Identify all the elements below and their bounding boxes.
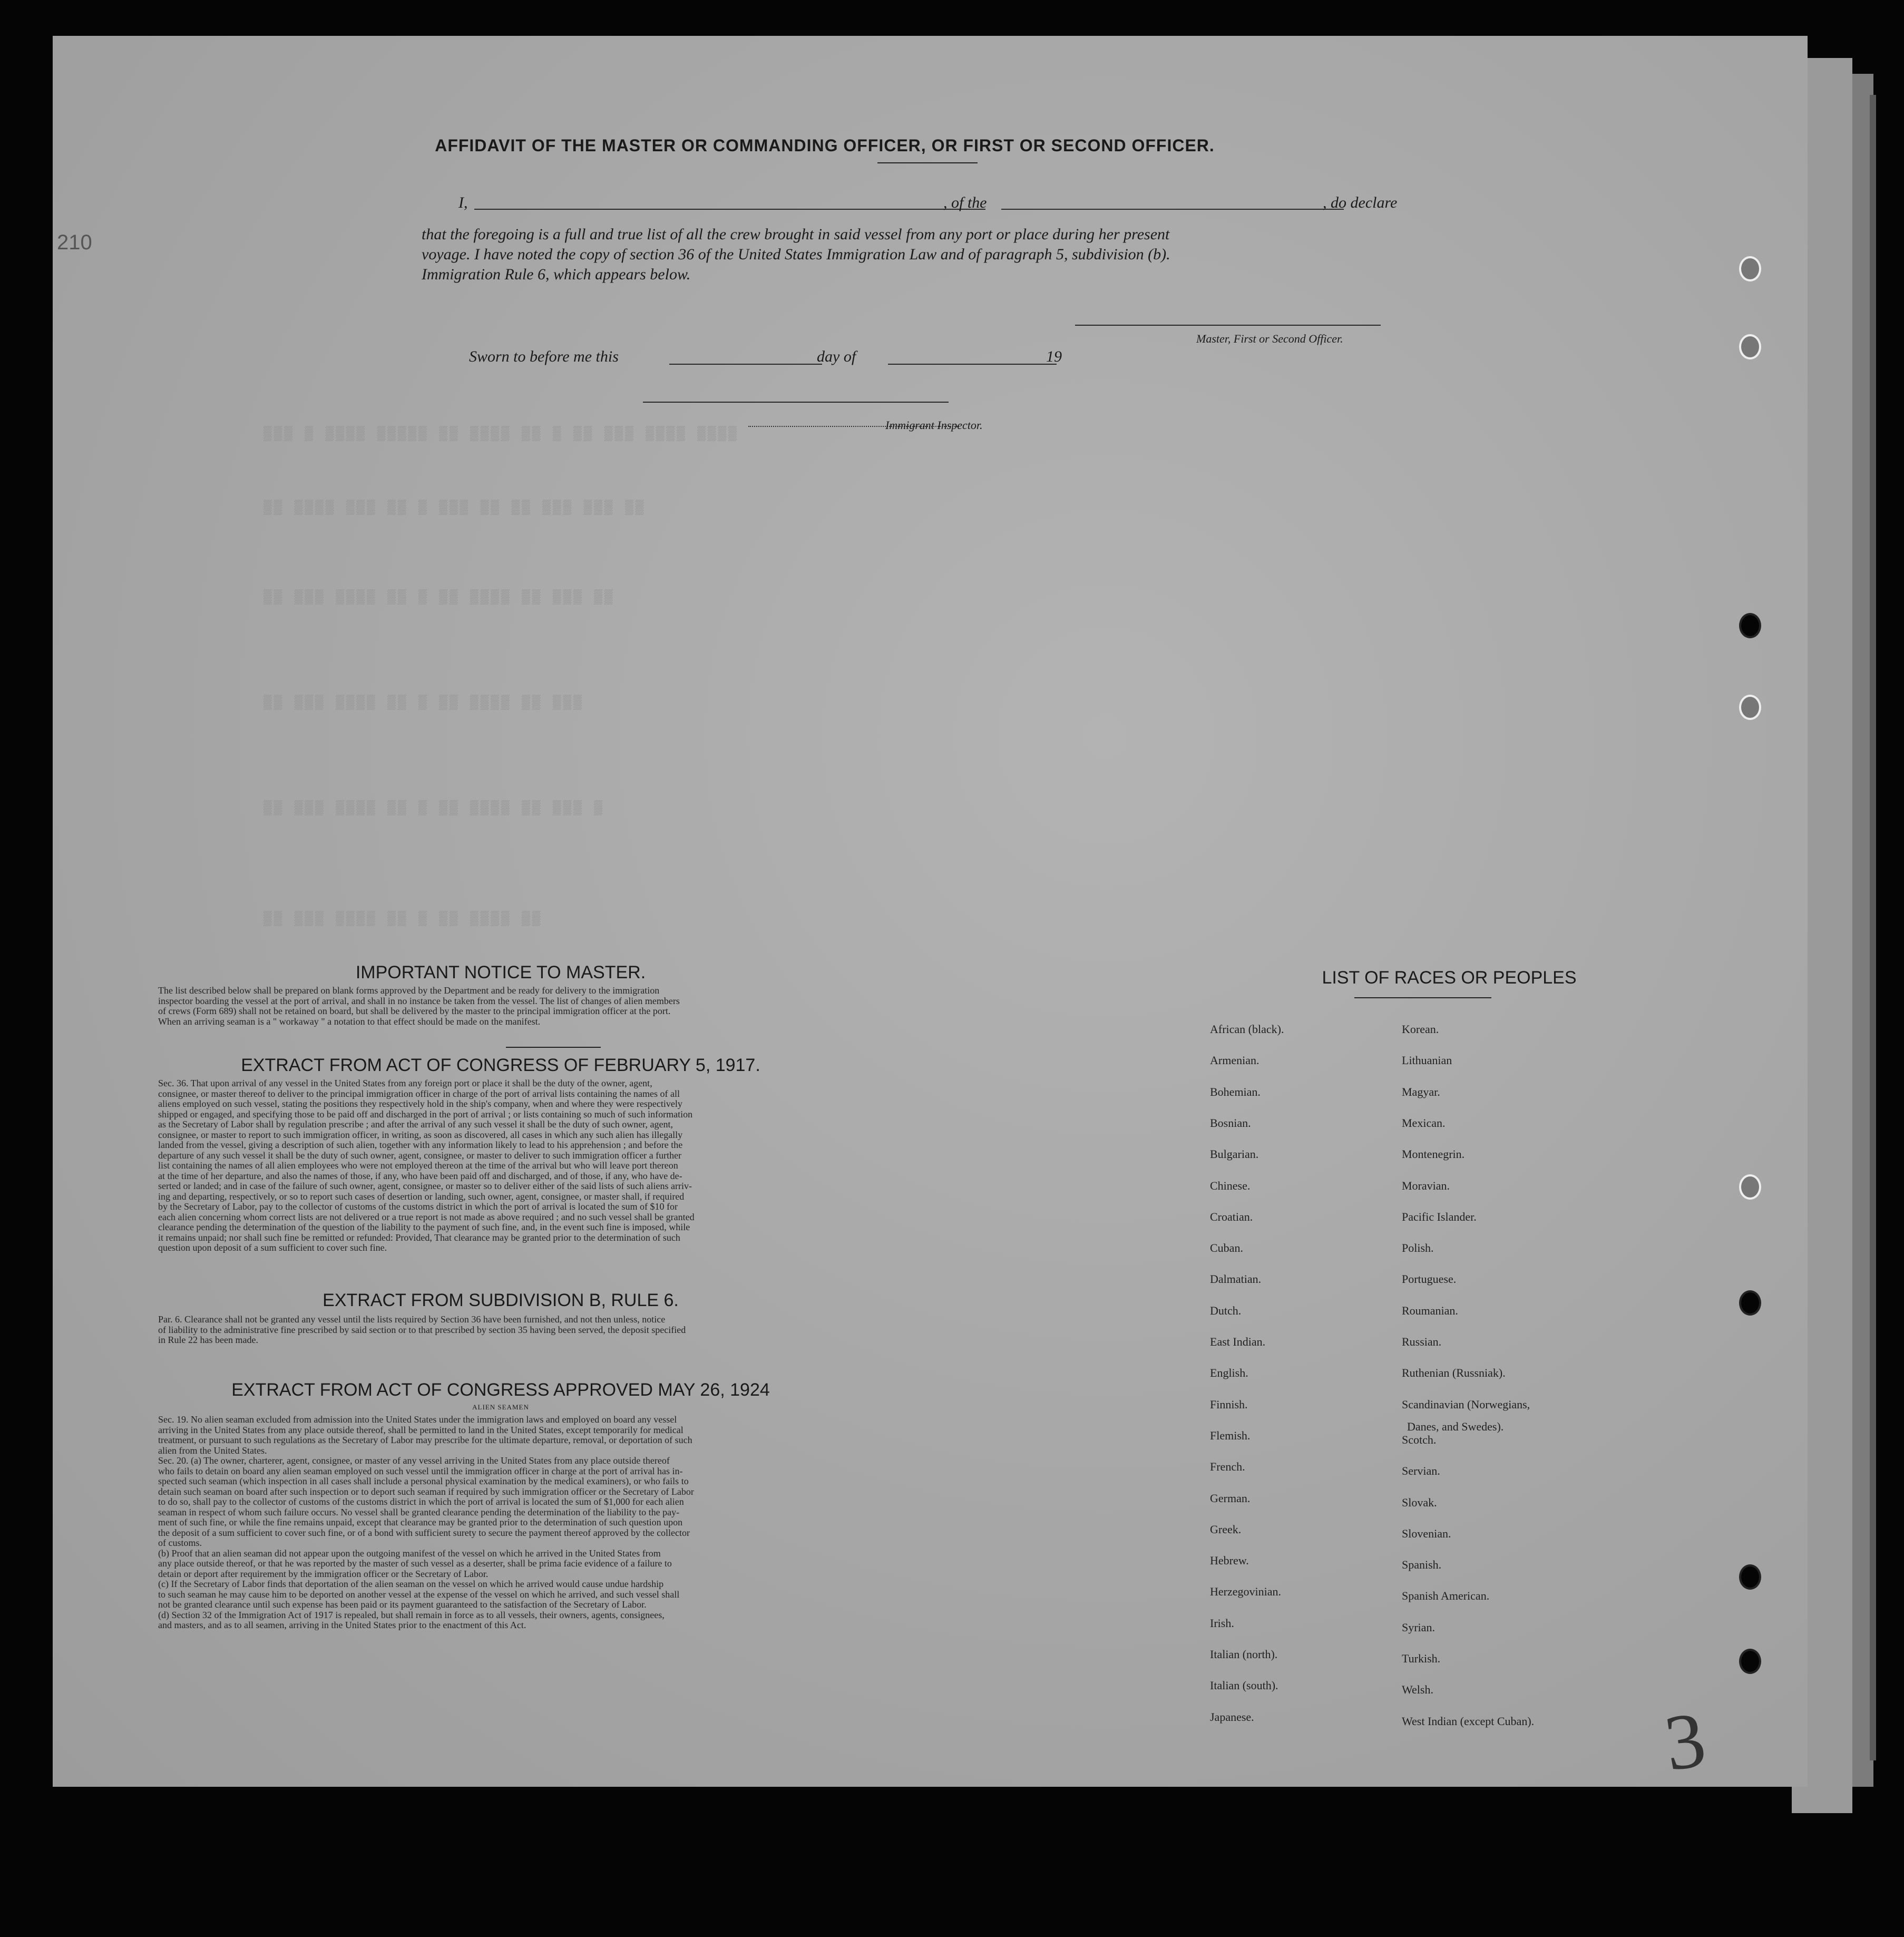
race-item: Russian. xyxy=(1402,1335,1442,1348)
handwritten-mark: 3 xyxy=(1659,1695,1711,1788)
signature-line xyxy=(1075,325,1381,326)
text-line: by the Secretary of Labor, pay to the collector of customs of the customs district in which the port of arrival is located the sum of $10 for xyxy=(158,1202,678,1212)
text-line: aliens employed on such vessel, stating the positions they respectively hold in the ship's company, when and where they were respectively xyxy=(158,1099,682,1109)
text-line: any place outside thereof, or that he was reported by the master of such vessel as a deserter, shall be prima facie evidence of a failure to xyxy=(158,1559,672,1569)
race-item: Bosnian. xyxy=(1210,1116,1251,1130)
race-item: Chinese. xyxy=(1210,1179,1251,1192)
text-line: treatment, or pursuant to such regulations as the Secretary of Labor may prescribe for the ultimate departure, removal, or deportation of such xyxy=(158,1435,692,1445)
extract-1917-title: EXTRACT FROM ACT OF CONGRESS OF FEBRUARY 5, 1917. xyxy=(241,1055,760,1075)
text-line: Par. 6. Clearance shall not be granted any vessel until the lists required by Section 36 have been furnished, and not then unless, notice xyxy=(158,1315,666,1325)
race-item: Italian (south). xyxy=(1210,1679,1278,1692)
inspector-signature-line xyxy=(643,402,949,403)
title-rule xyxy=(506,1047,601,1048)
sworn-day-line xyxy=(669,364,822,365)
race-item: Polish. xyxy=(1402,1241,1434,1255)
signature-caption: Master, First or Second Officer. xyxy=(1196,332,1343,345)
text-line: ment of such fine, or while the fine remains unpaid, except that clearance may be granted prior to the determination of such question upon xyxy=(158,1517,683,1527)
race-item: Italian (north). xyxy=(1210,1648,1278,1661)
race-item: English. xyxy=(1210,1366,1248,1380)
punch-hole xyxy=(1739,695,1761,720)
sworn-prefix: Sworn to before me this xyxy=(469,348,619,365)
race-item: German. xyxy=(1210,1491,1251,1505)
race-scandinavian-continuation: Danes, and Swedes). xyxy=(1407,1420,1504,1433)
text-line: detain or deport after requirement by the immigration officer or the Secretary of Labor. xyxy=(158,1569,489,1579)
race-item: Spanish American. xyxy=(1402,1589,1490,1603)
text-line: alien from the United States. xyxy=(158,1445,267,1456)
punch-hole xyxy=(1739,1649,1761,1674)
race-item: West Indian (except Cuban). xyxy=(1402,1714,1535,1728)
race-item: Moravian. xyxy=(1402,1179,1450,1192)
text-line: of crews (Form 689) shall not be retained on board, but shall be delivered by the master to the principal immigration officer at the port. xyxy=(158,1006,671,1016)
race-item: Servian. xyxy=(1402,1464,1440,1478)
text-line: question upon deposit of a sum sufficient to cover such fine. xyxy=(158,1243,387,1253)
punch-hole xyxy=(1739,1564,1761,1590)
race-item: Armenian. xyxy=(1210,1054,1259,1067)
text-line: to such seaman he may cause him to be deported on another vessel at the expense of the vessel on which he arrived, and such vessel shall xyxy=(158,1589,680,1600)
race-item: East Indian. xyxy=(1210,1335,1266,1348)
race-item: Turkish. xyxy=(1402,1652,1441,1665)
rule-6-text xyxy=(158,1315,1038,1346)
text-line: spected such seaman (which inspection in all cases shall include a personal physical examination by the medical examiners), or who fails to xyxy=(158,1476,689,1486)
master-name-line xyxy=(474,209,985,210)
affidavit-of-the: , of the xyxy=(943,194,987,211)
bleed-through-text: ▒▒ ▒▒▒▒ ▒▒▒ ▒▒ ▒ ▒▒▒ ▒▒ ▒▒ ▒▒▒ ▒▒▒ ▒▒ xyxy=(263,500,646,515)
extract-1917-text xyxy=(158,1078,1038,1253)
race-item: Korean. xyxy=(1402,1023,1439,1036)
race-item: Slovak. xyxy=(1402,1495,1437,1509)
race-item: Croatian. xyxy=(1210,1210,1253,1223)
sworn-day-of: day of xyxy=(817,348,856,365)
race-item: Scotch. xyxy=(1402,1433,1437,1446)
text-line: consignee, or master thereof to deliver to the principal immigration officer in charge of the port of arrival lists containing the names of all xyxy=(158,1088,680,1099)
text-line: The list described below shall be prepared on blank forms approved by the Department and be ready for delivery to the immigration xyxy=(158,986,660,996)
text-line: When an arriving seaman is a " workaway " a notation to that effect should be made on the manifest. xyxy=(158,1016,541,1027)
text-line: clearance pending the determination of the question of the liability to the payment of such fine, and, in the event such fine is imposed, while xyxy=(158,1222,690,1232)
text-line: departure of any such vessel it shall be the duty of such owner, agent, consignee, or master to deliver to such immigration officer a further xyxy=(158,1150,682,1161)
underlying-page-edge xyxy=(1870,95,1876,1760)
race-item: Portuguese. xyxy=(1402,1272,1457,1286)
race-item: Spanish. xyxy=(1402,1558,1442,1572)
punch-hole xyxy=(1739,1290,1761,1316)
text-line: (d) Section 32 of the Immigration Act of 1917 is repealed, but shall remain in force as to all vessels, their owners, agents, consignees, xyxy=(158,1610,665,1620)
text-line: arriving in the United States from any place outside thereof, shall be permitted to land in the United States, except temporarily for medical xyxy=(158,1425,684,1435)
title-rule xyxy=(1354,997,1491,998)
extract-1924-title: EXTRACT FROM ACT OF CONGRESS APPROVED MAY 26, 1924 xyxy=(231,1380,770,1400)
race-item: Flemish. xyxy=(1210,1428,1251,1442)
affidavit-i: I, xyxy=(458,194,468,211)
bleed-through-text: ▒▒ ▒▒▒ ▒▒▒▒ ▒▒ ▒ ▒▒ ▒▒▒▒ ▒▒ ▒▒▒ xyxy=(263,695,584,710)
race-item: African (black). xyxy=(1210,1023,1284,1036)
vessel-name-line xyxy=(1001,209,1344,210)
text-line: ing and departing, respectively, or so to report such cases of desertion or landing, such owner, agent, consignee, or master shall, if required xyxy=(158,1191,685,1202)
text-line: each alien concerning whom correct lists are not delivered or a true report is not made as above required ; and no such vessel shall be granted xyxy=(158,1212,695,1222)
text-line: of liability to the administrative fine prescribed by said section or to that prescribed by section 35 having been served, the deposit specified xyxy=(158,1325,686,1335)
extract-1924-subtitle: ALIEN SEAMEN xyxy=(472,1403,529,1411)
sworn-year: 19 xyxy=(1046,348,1062,365)
sworn-month-line xyxy=(888,364,1057,365)
race-item: Scandinavian (Norwegians, xyxy=(1402,1397,1530,1411)
race-item: Finnish. xyxy=(1210,1397,1248,1411)
manifest-page xyxy=(53,36,1808,1787)
text-line: and masters, and as to all seamen, arriving in the United States prior to the enactment of this Act. xyxy=(158,1620,526,1630)
text-line: landed from the vessel, giving a description of such alien, together with any information likely to lead to his apprehension ; and before the xyxy=(158,1140,683,1150)
punch-hole xyxy=(1739,1174,1761,1200)
race-item: Bulgarian. xyxy=(1210,1147,1259,1161)
extract-1924-text xyxy=(158,1415,1038,1631)
race-item: Herzegovinian. xyxy=(1210,1585,1281,1599)
affidavit-title: AFFIDAVIT OF THE MASTER OR COMMANDING OFFICER, OR FIRST OR SECOND OFFICER. xyxy=(435,136,1215,155)
affidavit-body-1: that the foregoing is a full and true list of all the crew brought in said vessel from any port or place during her present xyxy=(422,226,1170,243)
text-line: who fails to detain on board any alien seaman employed on such vessel until the immigration officer in charge at the port of arrival has in- xyxy=(158,1466,683,1476)
punch-hole xyxy=(1739,256,1761,281)
affidavit-do-declare: , do declare xyxy=(1323,194,1398,211)
text-line: (c) If the Secretary of Labor finds that deportation of the alien seaman on the vessel on which he arrived would cause undue hardship xyxy=(158,1579,664,1589)
race-item: Magyar. xyxy=(1402,1085,1440,1098)
race-item: Dutch. xyxy=(1210,1303,1242,1317)
text-line: (b) Proof that an alien seaman did not appear upon the outgoing manifest of the vessel on which he arrived in the United States from xyxy=(158,1548,661,1559)
text-line: consignee, or master to report to such immigration officer, in writing, as soon as discovered, all cases in which any such alien has illegally xyxy=(158,1130,683,1140)
race-item: Hebrew. xyxy=(1210,1554,1249,1568)
affidavit-body-3: Immigration Rule 6, which appears below. xyxy=(422,266,691,283)
races-title: LIST OF RACES OR PEOPLES xyxy=(1322,968,1577,988)
rule-6-title: EXTRACT FROM SUBDIVISION B, RULE 6. xyxy=(323,1290,679,1310)
race-item: Pacific Islander. xyxy=(1402,1210,1477,1223)
title-rule xyxy=(877,162,978,163)
text-line: not be granted clearance until such expense has been paid or its payment guaranteed to the satisfaction of the Secretary of Labor. xyxy=(158,1600,647,1610)
punch-hole xyxy=(1739,334,1761,359)
punch-hole xyxy=(1739,613,1761,638)
race-item: Greek. xyxy=(1210,1522,1242,1536)
text-line: Sec. 36. That upon arrival of any vessel in the United States from any foreign port or place it shall be the duty of the owner, agent, xyxy=(158,1078,652,1088)
bleed-through-text: ▒▒ ▒▒▒ ▒▒▒▒ ▒▒ ▒ ▒▒ ▒▒▒▒ ▒▒ ▒▒▒ ▒▒ xyxy=(263,589,615,605)
text-line: it remains unpaid; nor shall such fine be remitted or refunded: Provided, That clearance may be granted prior to the determination of such xyxy=(158,1232,680,1243)
text-line: shipped or engaged, and specifying those to be paid off and discharged in the port of arrival ; or lists containing so much of such information xyxy=(158,1109,693,1120)
text-line: to do so, shall pay to the collector of customs of the customs district in which the port of arrival is located the sum of $1,000 for each alien xyxy=(158,1497,684,1507)
race-item: Syrian. xyxy=(1402,1620,1435,1634)
text-line: list containing the names of all alien employees who were not employed thereon at the time of the arrival but who will leave port thereon xyxy=(158,1161,678,1171)
race-item: French. xyxy=(1210,1460,1245,1474)
text-line: detain such seaman on board after such inspection or to deport such seaman if required by such immigration officer or the Secretary of Labor xyxy=(158,1486,694,1497)
text-line: in Rule 22 has been made. xyxy=(158,1335,258,1345)
race-item: Roumanian. xyxy=(1402,1303,1458,1317)
race-item: Japanese. xyxy=(1210,1710,1254,1724)
race-item: Mexican. xyxy=(1402,1116,1446,1130)
bleed-through-text: ▒▒▒ ▒ ▒▒▒▒ ▒▒▒▒▒ ▒▒ ▒▒▒▒ ▒▒ ▒ ▒▒ ▒▒▒ ▒▒▒▒ ▒▒▒▒ xyxy=(263,426,739,442)
race-item: Slovenian. xyxy=(1402,1526,1451,1540)
text-line: inspector boarding the vessel at the port of arrival, and shall in no instance be taken from the vessel. The list of changes of alien members xyxy=(158,996,680,1006)
race-item: Dalmatian. xyxy=(1210,1272,1262,1286)
text-line: the deposit of a sum sufficient to cover such fine, or of a bond with sufficient surety to secure the payment thereof approved by the collector xyxy=(158,1527,690,1538)
race-item: Cuban. xyxy=(1210,1241,1243,1255)
text-line: serted or landed; and in case of the failure of such owner, agent, consignee, or master so to deliver either of the said lists of such aliens arriv- xyxy=(158,1181,692,1191)
race-item: Montenegrin. xyxy=(1402,1147,1465,1161)
bleed-through-text: ▒▒ ▒▒▒ ▒▒▒▒ ▒▒ ▒ ▒▒ ▒▒▒▒ ▒▒ xyxy=(263,911,543,927)
notice-text xyxy=(158,986,1038,1027)
race-item: Bohemian. xyxy=(1210,1085,1261,1098)
text-line: at the time of her departure, and also the names of those, if any, who have been paid off and discharged, and of those, if any, who have de- xyxy=(158,1171,682,1181)
race-item: Irish. xyxy=(1210,1616,1234,1630)
race-item: Ruthenian (Russniak). xyxy=(1402,1366,1506,1380)
inspector-caption: Immigrant Inspector. xyxy=(885,418,983,432)
text-line: as the Secretary of Labor shall by regulation prescribe ; and after the arrival of any such vessel it shall be the duty of such owner, agent, xyxy=(158,1120,673,1130)
text-line: seaman in respect of whom such failure occurs. No vessel shall be granted clearance pending the determination of the liability to the pay- xyxy=(158,1507,680,1517)
text-line: of customs. xyxy=(158,1538,202,1548)
margin-stamp: 210 xyxy=(57,231,92,254)
race-item: Welsh. xyxy=(1402,1683,1433,1697)
text-line: Sec. 19. No alien seaman excluded from admission into the United States under the immigration laws and employed on board any vessel xyxy=(158,1415,677,1425)
text-line: Sec. 20. (a) The owner, charterer, agent, consignee, or master of any vessel arriving in the United States from any place outside thereof xyxy=(158,1456,670,1466)
race-item: Lithuanian xyxy=(1402,1054,1452,1067)
affidavit-body-2: voyage. I have noted the copy of section 36 of the United States Immigration Law and of paragraph 5, subdivision (b). xyxy=(422,246,1170,263)
notice-title: IMPORTANT NOTICE TO MASTER. xyxy=(355,962,646,982)
bleed-through-text: ▒▒ ▒▒▒ ▒▒▒▒ ▒▒ ▒ ▒▒ ▒▒▒▒ ▒▒ ▒▒▒ ▒ xyxy=(263,800,604,816)
